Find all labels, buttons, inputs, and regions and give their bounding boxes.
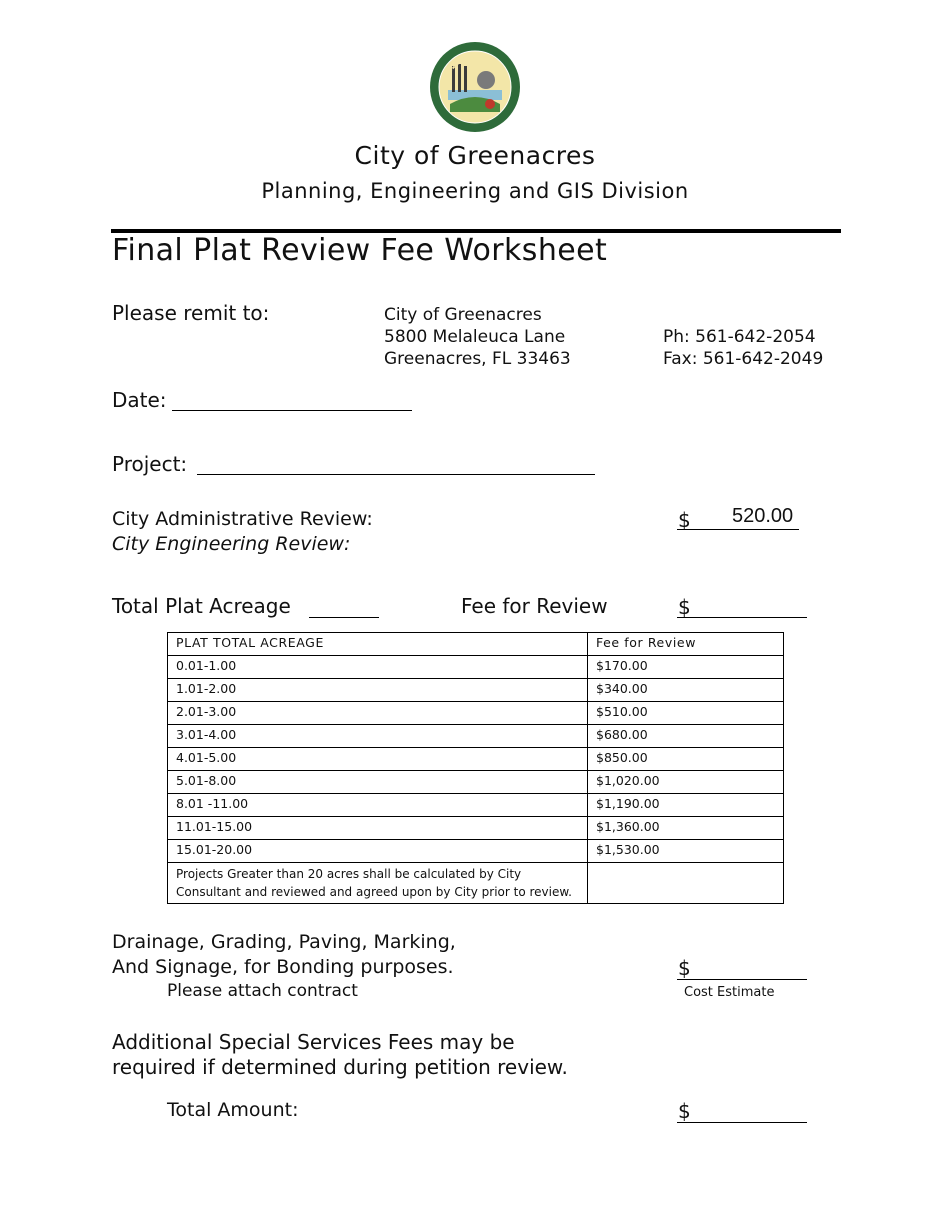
- table-header-row: [168, 633, 784, 656]
- acreage-range-cell: 4.01-5.00: [168, 748, 588, 771]
- admin-currency: $: [678, 508, 691, 532]
- cost-estimate-caption: Cost Estimate: [684, 985, 775, 1000]
- project-field[interactable]: [197, 474, 595, 475]
- fee-cell: $170.00: [588, 656, 784, 679]
- acreage-range-cell: 11.01-15.00: [168, 817, 588, 840]
- acreage-range-cell: 15.01-20.00: [168, 840, 588, 863]
- total-label: Total Amount:: [167, 1099, 299, 1121]
- admin-amount: 520.00: [732, 505, 794, 527]
- fee-cell: $850.00: [588, 748, 784, 771]
- drainage-line3: Please attach contract: [167, 981, 358, 1001]
- remit-label: Please remit to:: [112, 301, 270, 325]
- date-label: Date:: [112, 388, 167, 412]
- address-line: Greenacres, FL 33463: [384, 349, 571, 369]
- acreage-label: Total Plat Acreage: [112, 594, 291, 618]
- acreage-range-cell: 8.01 -11.00: [168, 794, 588, 817]
- drainage-field[interactable]: [677, 979, 807, 980]
- fee-table: [167, 632, 784, 904]
- address-line: 5800 Melaleuca Lane: [384, 327, 566, 347]
- fee-cell: $1,190.00: [588, 794, 784, 817]
- table-note: Projects Greater than 20 acres shall be calculated by City Consultant and reviewed and agreed upon by City prior to review.: [168, 863, 588, 904]
- fax: Fax: 561-642-2049: [663, 349, 824, 369]
- city-heading: City of Greenacres: [354, 141, 596, 170]
- table-row: [168, 817, 784, 840]
- acreage-range-cell: 2.01-3.00: [168, 702, 588, 725]
- table-note-row: [168, 863, 784, 904]
- acreage-range-cell: 3.01-4.00: [168, 725, 588, 748]
- contact-info: [663, 326, 823, 370]
- additional-line2: required if determined during petition review.: [112, 1055, 568, 1079]
- total-currency: $: [678, 1099, 691, 1123]
- date-field[interactable]: [172, 410, 412, 411]
- address-line: City of Greenacres: [384, 305, 542, 325]
- page-title: Final Plat Review Fee Worksheet: [112, 233, 608, 268]
- drainage-currency: $: [678, 956, 691, 980]
- acreage-range-cell: 1.01-2.00: [168, 679, 588, 702]
- table-row: [168, 679, 784, 702]
- fee-cell: $1,530.00: [588, 840, 784, 863]
- fee-cell: $680.00: [588, 725, 784, 748]
- fee-cell: $340.00: [588, 679, 784, 702]
- city-seal-icon: [428, 40, 522, 134]
- admin-review-label: City Administrative Review:: [112, 508, 373, 530]
- additional-line1: Additional Special Services Fees may be: [112, 1030, 515, 1054]
- fee-cell: $1,020.00: [588, 771, 784, 794]
- project-label: Project:: [112, 452, 188, 476]
- table-row: [168, 702, 784, 725]
- table-cell: [588, 863, 784, 904]
- fee-review-label: Fee for Review: [461, 594, 608, 618]
- column-header: Fee for Review: [588, 633, 784, 656]
- phone: Ph: 561-642-2054: [663, 327, 816, 347]
- table-body: [168, 656, 784, 863]
- table-row: [168, 840, 784, 863]
- table-row: [168, 725, 784, 748]
- fee-cell: $1,360.00: [588, 817, 784, 840]
- table-row: [168, 748, 784, 771]
- drainage-line1: Drainage, Grading, Paving, Marking,: [112, 931, 456, 953]
- acreage-range-cell: 0.01-1.00: [168, 656, 588, 679]
- total-field[interactable]: [677, 1122, 807, 1123]
- division-heading: Planning, Engineering and GIS Division: [261, 179, 689, 203]
- fee-cell: $510.00: [588, 702, 784, 725]
- table-row: [168, 656, 784, 679]
- admin-amount-field[interactable]: [677, 529, 799, 530]
- table-row: [168, 771, 784, 794]
- acreage-field[interactable]: [309, 617, 379, 618]
- fee-review-field[interactable]: [677, 617, 807, 618]
- table-row: [168, 794, 784, 817]
- remit-address: [384, 304, 571, 370]
- column-header: PLAT TOTAL ACREAGE: [168, 633, 588, 656]
- acreage-range-cell: 5.01-8.00: [168, 771, 588, 794]
- engineering-review-label: City Engineering Review:: [112, 533, 351, 555]
- fee-currency: $: [678, 595, 691, 619]
- drainage-line2: And Signage, for Bonding purposes.: [112, 956, 454, 978]
